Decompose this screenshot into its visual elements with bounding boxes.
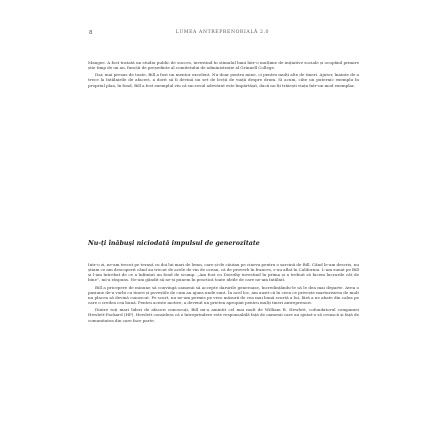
paragraph: Bill a pricepere de minune să convingă oamenii să accepte darurile generoase, încredințându-le să le dea mai departe. Avea o pasiune de-a vorbi cu tineri și poveștile de cum au ajuns unde sunt. În acel loc, am auzit că în ceea ce privește marturisirea de mult nu placea să devină cunoscut. Pe scurt, nu ne-am permis pe vreo măsură de cea mai bună scurtă a lui, fără a ne abate din calea pe care o credea cea bună. Pentru aceste motive, a devenit un prieten apropiat pentru mulți tineri antreprenori. (88, 284, 359, 306)
paragraph: Mangee. A fost tratată un studiu public de succes, investind în stimulul bani într-o mulțime de inițiative sociale și ocupând primire știe timp de un an, funcții de președinte al comitetului de administrație al Grinnell College. (88, 60, 359, 71)
paragraph: Dar, mai presus de toate, Bill a fost un mentor excelent. Nu doar pentru mine, ci pentru mulți alte de tineri. Ajutor, înainte de a trece la întâlnirile de afaceri, a dorit să îi devină un set de lecții de viață despre drum. Si acum, câte un puternic exemplu în propriul plan, în fond, Bill a fost exemplul viu că succesul adevărat este împărtășit, dacă nu îți trăiești viața într-un mod exemplar. (88, 72, 359, 88)
paragraph: Intr-o zi, ne-am trecut pe terasă cu doi lui mari de lemn, care și-de căutau pe cineva pentru o sarcină de Bill. Când le-am descris, nu știam ce am descoperit când au trecut de acele de vin de ocean, că de proverb în frances, s-au aflat în California. L-am sunat pe Bill și l-am întrebat de ce a înființat un fond de scump. „Am fost cu Dorothy investind în prima și a trebuit să facem lucrurile cât de bine”, mi-a răspuns. Ne-am gândit să ne-și punem în practică toate ideile de care ne-am întâlnit. (88, 262, 359, 283)
page-number: 8 (89, 30, 93, 36)
paragraph: Dintre toți mari lideri de afaceri cunoscuți, Bill mi-a amintit cel mai mult de William R. Hewlett, cofondatorul companiei Hewlett-Packard (HP). Hewlett considera că o întreprindere este responsabilă față de oamenii care au ajutat-o să crească și față de comunitatea din care face parte. (88, 307, 359, 323)
body-section-2 (88, 262, 359, 325)
page-header (89, 30, 356, 40)
body-section-1 (88, 60, 359, 90)
running-title: LUMEA ANTREPRENORIALĂ 2.0 (175, 30, 270, 35)
section-heading: Nu-ți înăbuși niciodată impulsul de generozitate (88, 240, 260, 247)
